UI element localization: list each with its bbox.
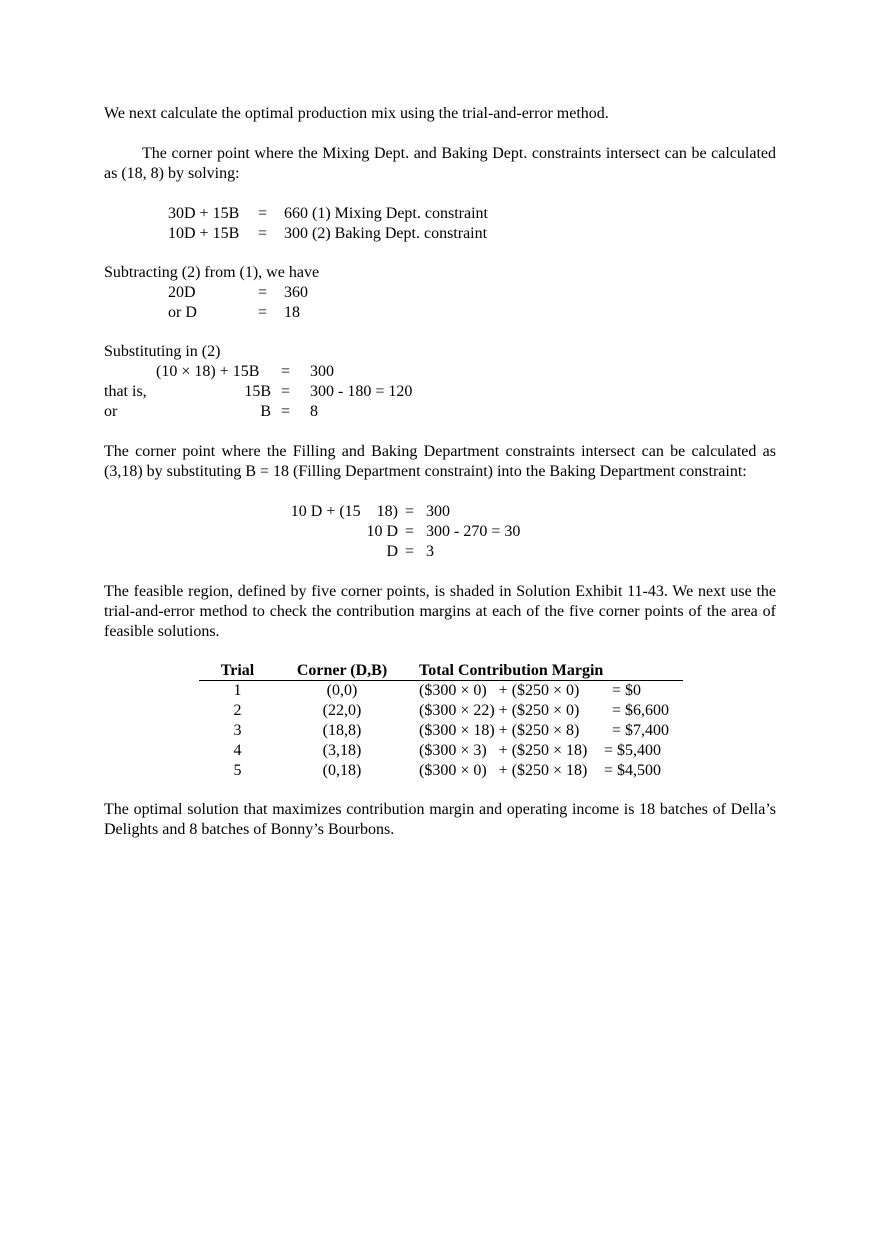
filling-step-2-lhs: 10 D	[366, 523, 398, 540]
table-row	[0, 761, 880, 781]
table-header-margin: Total Contribution Margin	[419, 662, 604, 679]
table-cell-trial: 4	[233, 742, 242, 759]
table-row	[0, 681, 880, 701]
filling-step-1-equals: =	[405, 503, 415, 520]
substitute-step-1-rhs: 300	[310, 363, 334, 380]
table-cell-result: = $5,400	[604, 742, 662, 759]
equation-2-rhs: 300 (2) Baking Dept. constraint	[284, 225, 488, 242]
filling-step-1-rhs: 300	[426, 503, 450, 520]
table-cell-formula: ($300 × 0) + ($250 × 0)	[419, 682, 580, 699]
subtract-step-1-lhs: 20D	[168, 284, 196, 301]
filling-step-1-lhs: 10 D + (15 18)	[290, 503, 398, 520]
substituting-intro: Substituting in (2)	[104, 343, 221, 360]
table-cell-formula: ($300 × 3) + ($250 × 18)	[419, 742, 588, 759]
substitute-step-3-equals: =	[281, 403, 291, 420]
table-cell-trial: 2	[233, 702, 242, 719]
filling-step-2-equals: =	[405, 523, 415, 540]
table-cell-result: = $6,600	[612, 702, 670, 719]
table-header-corner: Corner (D,B)	[296, 662, 388, 679]
table-header-row	[0, 661, 880, 681]
table-cell-trial: 5	[233, 762, 242, 779]
filling-step-3-equals: =	[405, 543, 415, 560]
table-cell-result: = $0	[612, 682, 642, 699]
subtract-step-1-rhs: 360	[284, 284, 308, 301]
table-cell-corner: (18,8)	[322, 722, 362, 739]
equation-2-lhs: 10D + 15B	[168, 225, 240, 242]
paragraph-feasible-region: The feasible region, defined by five corner points, is shaded in Solution Exhibit 11-43. We next use the trial-and-error method to check the contribution margins at each of the five corner points of the area of feasible solutions.	[104, 583, 776, 640]
table-row	[0, 721, 880, 741]
table-cell-corner: (0,18)	[322, 762, 362, 779]
subtract-step-2-equals: =	[258, 304, 268, 321]
intro-text: We next calculate the optimal production mix using the trial-and-error method.	[104, 105, 609, 122]
table-cell-corner: (3,18)	[322, 742, 362, 759]
table-cell-result: = $4,500	[604, 762, 662, 779]
filling-step-3-lhs: D	[386, 543, 398, 560]
filling-step-3-rhs: 3	[426, 543, 434, 560]
paragraph-mixing-baking: The corner point where the Mixing Dept. and Baking Dept. constraints intersect can be calculated as (18, 8) by solving:	[104, 145, 776, 182]
substitute-step-1-lhs: (10 × 18) + 15B	[156, 363, 260, 380]
equation-1-equals: =	[258, 205, 268, 222]
equation-1-rhs: 660 (1) Mixing Dept. constraint	[284, 205, 488, 222]
filling-step-2-rhs: 300 - 270 = 30	[426, 523, 521, 540]
substitute-step-2-label: that is,	[104, 383, 147, 400]
substitute-step-2-lhs: 15B	[244, 383, 271, 400]
table-cell-corner: (0,0)	[326, 682, 358, 699]
subtract-intro: Subtracting (2) from (1), we have	[104, 264, 320, 281]
table-row	[0, 701, 880, 721]
table-cell-formula: ($300 × 22) + ($250 × 0)	[419, 702, 580, 719]
table-header-trial: Trial	[220, 662, 255, 679]
substitute-step-1-equals: =	[281, 363, 291, 380]
table-cell-formula: ($300 × 0) + ($250 × 18)	[419, 762, 588, 779]
substitute-step-2-equals: =	[281, 383, 291, 400]
equation-1-lhs: 30D + 15B	[168, 205, 240, 222]
table-cell-corner: (22,0)	[322, 702, 362, 719]
table-cell-formula: ($300 × 18) + ($250 × 8)	[419, 722, 580, 739]
equation-2-equals: =	[258, 225, 268, 242]
paragraph-filling-baking: The corner point where the Filling and Baking Department constraints intersect can be calculated as (3,18) by substituting B = 18 (Filling Department constraint) into the Baking Department constraint:	[104, 443, 776, 480]
table-cell-trial: 3	[233, 722, 242, 739]
paragraph-optimal-solution: The optimal solution that maximizes contribution margin and operating income is 18 batches of Della’s Delights and 8 batches of Bonny’s Bourbons.	[104, 801, 776, 838]
substitute-step-3-rhs: 8	[310, 403, 318, 420]
substitute-step-3-label: or	[104, 403, 118, 420]
table-cell-trial: 1	[233, 682, 242, 699]
subtract-step-2-rhs: 18	[284, 304, 300, 321]
table-cell-result: = $7,400	[612, 722, 670, 739]
subtract-step-2-lhs: or D	[168, 304, 197, 321]
table-row	[0, 741, 880, 761]
substitute-step-2-rhs: 300 - 180 = 120	[310, 383, 413, 400]
subtract-step-1-equals: =	[258, 284, 268, 301]
substitute-step-3-lhs: B	[260, 403, 271, 420]
